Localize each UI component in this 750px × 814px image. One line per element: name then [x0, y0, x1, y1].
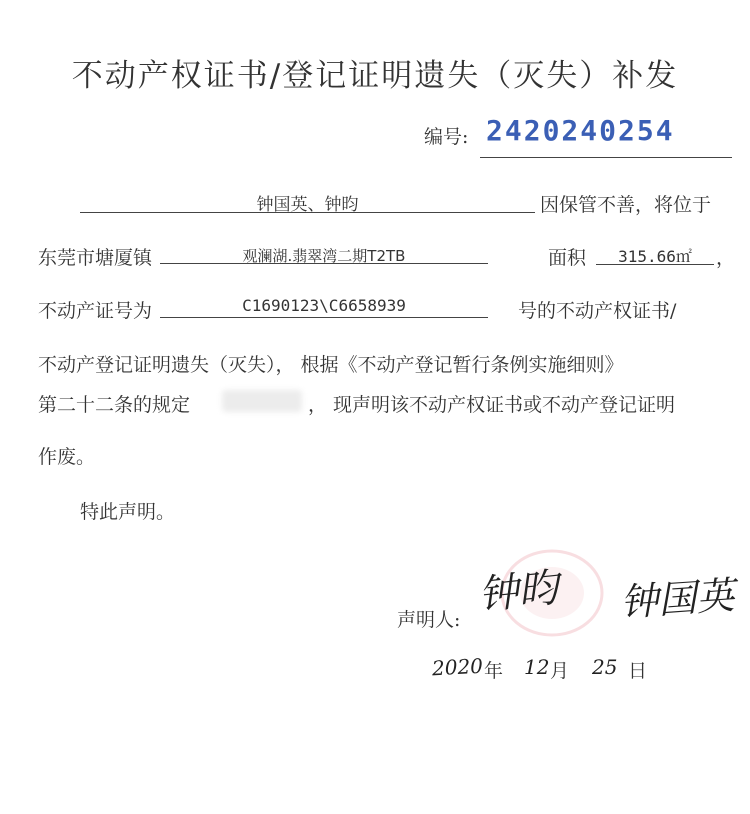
date-year-unit: 年: [484, 660, 504, 682]
body-line-5-end: ， 现声明该不动产权证书或不动产登记证明: [308, 394, 676, 416]
owners-underline: [80, 212, 535, 213]
number-underline: [480, 157, 732, 158]
body-line-5-start: 第二十二条的规定: [38, 394, 191, 416]
signature-2: 钟国英: [618, 573, 736, 625]
location-prefix: 东莞市塘厦镇: [38, 247, 153, 269]
location-value: 观澜湖.翡翠湾二期T2TB: [242, 247, 406, 265]
date-month: 12: [524, 655, 550, 679]
area-label: 面积: [548, 247, 587, 269]
statement: 特此声明。: [80, 501, 176, 523]
date-day-unit: 日: [628, 660, 648, 682]
area-comma: ，: [716, 247, 736, 269]
number-value: 2420240254: [486, 114, 675, 147]
owners-value: 钟国英、钟昀: [256, 195, 359, 215]
redacted-region: [222, 390, 302, 412]
document-title: 不动产权证书/登记证明遗失（灭失）补发: [71, 58, 679, 94]
area-value: 315.66㎡: [618, 247, 692, 266]
body-line-4: 不动产登记证明遗失（灭失）， 根据《不动产登记暂行条例实施细则》: [38, 354, 624, 376]
number-label: 编号:: [424, 126, 469, 148]
cert-underline: [160, 317, 488, 318]
line1-tail: 因保管不善，将位于: [540, 194, 712, 216]
signature-1: 钟昀: [476, 564, 561, 620]
cert-tail: 号的不动产权证书/: [518, 300, 677, 322]
area-underline: [596, 264, 714, 265]
cert-prefix: 不动产证号为: [38, 300, 153, 322]
date-month-unit: 月: [550, 660, 570, 682]
location-underline: [160, 263, 488, 264]
date-day: 25: [592, 655, 618, 679]
declarant-label: 声明人:: [397, 609, 461, 631]
body-line-6: 作废。: [38, 446, 96, 468]
date-year: 2020: [431, 653, 484, 681]
cert-value: C1690123\C6658939: [242, 296, 406, 315]
